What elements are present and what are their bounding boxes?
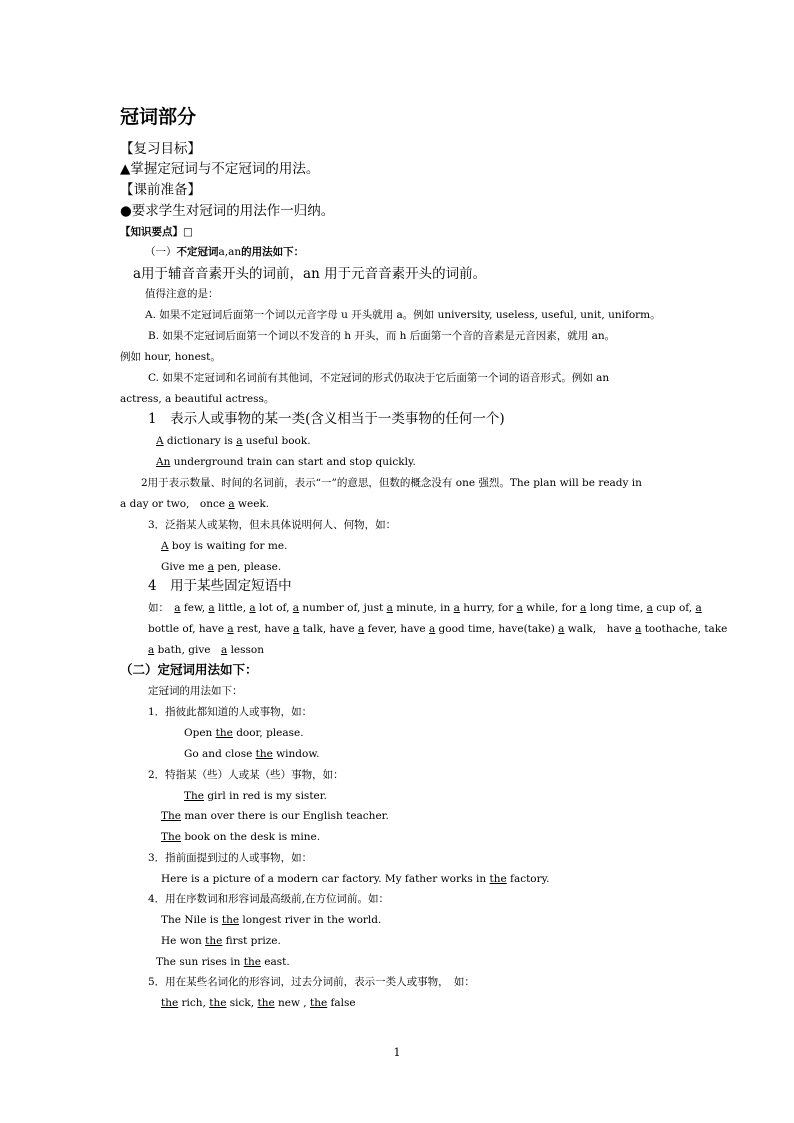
indef-usage-4-example-1: 如： a few, a little, a lot of, a number of, just a minute, in a hurry, for a while, for a long time, a cup of, a — [148, 602, 702, 614]
def-usage-2-example-2: The man over there is our English teacher. — [161, 810, 389, 822]
indef-heading: （一）不定冠词a,an的用法如下： — [145, 246, 305, 258]
section-preparation: 【课前准备】 — [120, 182, 201, 198]
indef-usage-3: 3．泛指某人或某物，但未具体说明何人、何物，如： — [148, 519, 397, 531]
preparation-text: ●要求学生对冠词的用法作一归纳。 — [120, 203, 335, 219]
def-usage-4-example-1: The Nile is the longest river in the world. — [161, 914, 382, 926]
def-usage-1-example-1: Open the door, please. — [184, 727, 304, 739]
checkbox-icon: □ — [183, 226, 193, 238]
def-usage-5-example-1: the rich, the sick, the new , the false — [161, 997, 356, 1009]
def-usage-4: 4．用在序数词和形容词最高级前,在方位词前。如： — [148, 893, 390, 905]
indef-usage-3-example-1: A boy is waiting for me. — [161, 540, 288, 552]
section-review-goal: 【复习目标】 — [120, 141, 201, 157]
def-usage-5: 5．用在某些名词化的形容词，过去分词前，表示一类人或事物， 如： — [148, 976, 475, 988]
section-key-points — [120, 225, 193, 239]
indef-usage-4: 4 用于某些固定短语中 — [148, 578, 292, 594]
def-usage-3: 3．指前面提到过的人或事物，如： — [148, 852, 313, 864]
indef-usage-2: 2用于表示数量、时间的名词前，表示“一”的意思，但数的概念没有 one 强烈。The plan will be ready in — [141, 477, 642, 489]
indef-rule: a用于辅音音素开头的词前，an 用于元音音素开头的词前。 — [133, 266, 487, 282]
indef-note-b-cont: 例如 hour, honest。 — [120, 351, 221, 363]
indef-usage-4-example-2: bottle of, have a rest, have a talk, have a fever, have a good time, have(take) a walk, have a toothache, take — [148, 623, 728, 635]
indef-usage-4-example-3: a bath, give a lesson — [148, 644, 265, 656]
indef-note-b: B. 如果不定冠词后面第一个词以不发音的 h 开头，而 h 后面第一个音的音素是元音因素，就用 an。 — [148, 330, 616, 342]
indef-note-a: A. 如果不定冠词后面第一个词以元音字母 u 开头就用 a。例如 university, useless, useful, unit, uniform。 — [145, 309, 661, 321]
def-usage-3-example-1: Here is a picture of a modern car factory. My father works in the factory. — [161, 873, 550, 885]
def-usage-4-example-2: He won the first prize. — [161, 935, 281, 947]
indef-usage-1: 1 表示人或事物的某一类(含义相当于一类事物的任何一个) — [148, 411, 505, 427]
def-usage-2: 2．特指某（些）人或某（些）事物，如： — [148, 769, 344, 781]
def-usage-2-example-3: The book on the desk is mine. — [161, 831, 321, 843]
key-points-label: 【知识要点】 — [120, 226, 183, 238]
def-usage-1-example-2: Go and close the window. — [184, 748, 320, 760]
page-number: 1 — [393, 1046, 401, 1059]
indef-usage-1-example-2: An underground train can start and stop quickly. — [156, 456, 416, 468]
def-usage-4-example-3: The sun rises in the east. — [156, 956, 290, 968]
indef-usage-1-example-1: A dictionary is a useful book. — [156, 435, 311, 447]
def-usage-2-example-1: The girl in red is my sister. — [184, 790, 327, 802]
indef-note-title: 值得注意的是： — [145, 288, 219, 300]
review-goal-text: ▲掌握定冠词与不定冠词的用法。 — [120, 161, 320, 177]
indef-usage-2-cont: a day or two, once a week. — [120, 498, 270, 510]
def-usage-1: 1．指彼此都知道的人或事物，如： — [148, 706, 313, 718]
indef-note-c: C. 如果不定冠词和名词前有其他词，不定冠词的形式仍取决于它后面第一个词的语音形式。例如 an — [148, 372, 610, 384]
def-intro: 定冠词的用法如下： — [148, 685, 243, 697]
def-heading: （二）定冠词用法如下： — [120, 662, 258, 677]
indef-note-c-cont: actress, a beautiful actress。 — [120, 393, 275, 405]
indef-usage-3-example-2: Give me a pen, please. — [161, 561, 282, 573]
page-title: 冠词部分 — [120, 106, 197, 128]
